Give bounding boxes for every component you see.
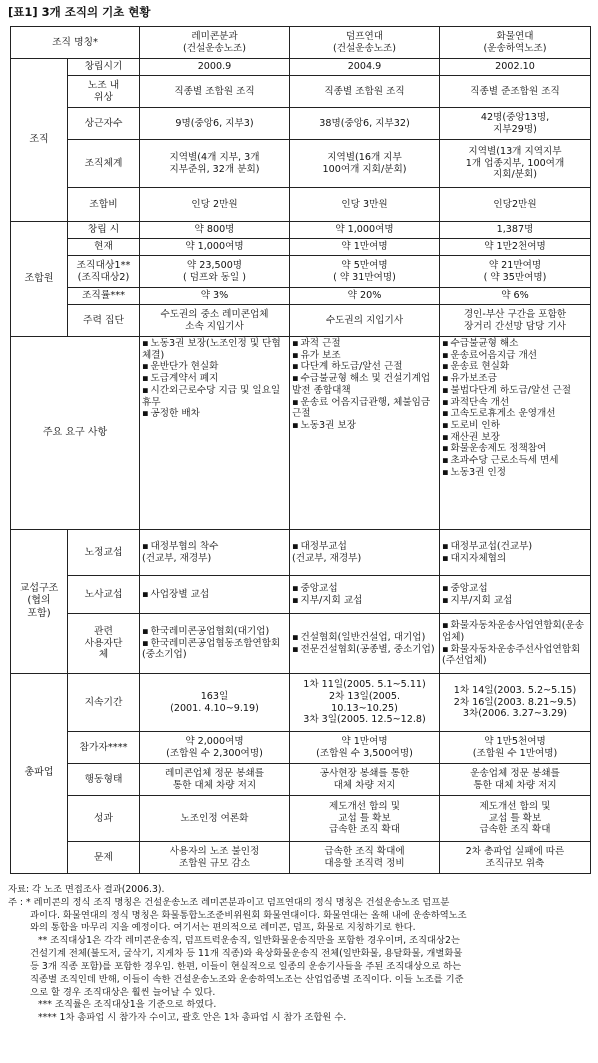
table-row [11, 108, 591, 140]
demands-row [11, 337, 591, 530]
row-label: 창립 시 [68, 222, 140, 239]
table-row [11, 59, 591, 76]
section-strike: 총파업 [11, 674, 68, 874]
table-cell: 지역별(13개 지역지부 1개 업종지부, 100여개 지회/분회) [440, 140, 591, 188]
table-cell: 약 20% [290, 288, 440, 305]
table-cell: 약 3% [140, 288, 290, 305]
table-cell: 약 1만여명 [290, 239, 440, 256]
table-row [11, 222, 591, 239]
header-remicon: 레미콘분과 (건설운송노조) [140, 27, 290, 59]
table-cell: 인당 3만원 [290, 188, 440, 222]
table-row [11, 614, 591, 674]
table-row [11, 576, 591, 614]
table-cell: 인당2만원 [440, 188, 591, 222]
row-label: 현재 [68, 239, 140, 256]
demands-remicon: ▪ 노동3권 보장(노조인정 및 단협체결) ▪ 운반단가 현실화 ▪ 도급계약서 폐지 ▪ 시간외근로수당 지급 및 일요일 휴무 ▪ 공정한 배차 [140, 337, 290, 530]
table-row [11, 188, 591, 222]
table-cell: 약 800명 [140, 222, 290, 239]
table-cell: 약 21만여명 ( 약 35만여명) [440, 256, 591, 288]
note-line: **** 1차 총파업 시 참가자 수이고, 괄호 안은 1차 총파업 시 참가 조합원 수. [38, 1012, 347, 1024]
table-caption: [표1] 3개 조직의 기초 현황 [8, 5, 151, 19]
row-label: 문제 [68, 842, 140, 874]
table-cell: 1차 11일(2005. 5.1~5.11) 2차 13일(2005. 10.13~10.25) 3차 3일(2005. 12.5~12.8) [290, 674, 440, 732]
row-label: 조직체계 [68, 140, 140, 188]
table-cell: ▪ 중앙교섭 ▪ 지부/지회 교섭 [290, 576, 440, 614]
table-row [11, 76, 591, 108]
table-row [11, 732, 591, 764]
row-label: 노조 내 위상 [68, 76, 140, 108]
section-org: 조직 [11, 59, 68, 222]
table-cell: 급속한 조직 확대에 대응할 조직력 정비 [290, 842, 440, 874]
table-cell: ▪ 대정부교섭 (건교부, 재경부) [290, 530, 440, 576]
header-label: 조직 명칭* [11, 27, 140, 59]
table-cell: 공사현장 봉쇄를 통한 대체 차량 저지 [290, 764, 440, 796]
table-row [11, 305, 591, 337]
row-label: 성과 [68, 796, 140, 842]
note-line: ** 조직대상1은 각각 레미콘운송직, 덤프트럭운송직, 일반화물운송직만을 포함한 경우이며, 조직대상2는 [38, 935, 460, 947]
row-label: 노정교섭 [68, 530, 140, 576]
table-cell: 1,387명 [440, 222, 591, 239]
table-row [11, 674, 591, 732]
table-row [11, 842, 591, 874]
table-cell: 직종별 준조합원 조직 [440, 76, 591, 108]
table-cell: 약 23,500명 ( 덤프와 동일 ) [140, 256, 290, 288]
table-cell: 약 5만여명 ( 약 31만여명) [290, 256, 440, 288]
table-cell: 레미콘업체 정문 봉쇄를 통한 대체 차량 저지 [140, 764, 290, 796]
table-cell: 42명(중앙13명, 지부29명) [440, 108, 591, 140]
table-cell: 지역별(16개 지부 100여개 지회/분회) [290, 140, 440, 188]
table-cell: 경인-부산 구간을 포함한 장거리 간선망 담당 기사 [440, 305, 591, 337]
table-cell: 사용자의 노조 불인정 조합원 규모 감소 [140, 842, 290, 874]
table-row [11, 256, 591, 288]
row-label: 창립시기 [68, 59, 140, 76]
table-cell: ▪ 사업장별 교섭 [140, 576, 290, 614]
table-cell: 제도개선 합의 및 교섭 틀 확보 급속한 조직 확대 [290, 796, 440, 842]
row-label: 노사교섭 [68, 576, 140, 614]
table-row [11, 764, 591, 796]
table-cell: ▪ 중앙교섭 ▪ 지부/지회 교섭 [440, 576, 591, 614]
source-note: 자료: 각 노조 면접조사 결과(2006.3). [8, 884, 165, 895]
row-label: 관련 사용자단 체 [68, 614, 140, 674]
row-label: 행동형태 [68, 764, 140, 796]
header-dump: 덤프연대 (건설운송노조) [290, 27, 440, 59]
header-cargo: 화물연대 (운송하역노조) [440, 27, 591, 59]
table-cell: ▪ 건설협회(일반건설업, 대기업) ▪ 전문건설협회(공종별, 중소기업) [290, 614, 440, 674]
table-cell: 2002.10 [440, 59, 591, 76]
table-row [11, 530, 591, 576]
table-cell: 2004.9 [290, 59, 440, 76]
table-cell: 2000.9 [140, 59, 290, 76]
row-label: 상근자수 [68, 108, 140, 140]
table-row [11, 140, 591, 188]
row-label: 조직률*** [68, 288, 140, 305]
table-row [11, 796, 591, 842]
row-label: 조합비 [68, 188, 140, 222]
note-line: 으로 할 경우 조직대상은 훨씬 늘어날 수 있다. [30, 986, 216, 998]
note-line: 건설기계 전체(불도저, 굴삭기, 지게차 등 11개 직종)와 육상화물운송직 전체(일반화물, 용달화물, 개별화물 [30, 948, 463, 960]
table-row [11, 239, 591, 256]
table-cell: 지역별(4개 지부, 3개 지부준위, 32개 분회) [140, 140, 290, 188]
table-cell: 9명(중앙6, 지부3) [140, 108, 290, 140]
note-line: 등 3개 직종 포함)를 포함한 경우임. 한편, 이들이 현실적으로 일종의 운송기사들을 주된 조직대상으로 하는 [30, 960, 462, 972]
table-cell: ▪ 대정부교섭(건교부) ▪ 대지자체협의 [440, 530, 591, 576]
table-cell: 163일 (2001. 4.10~9.19) [140, 674, 290, 732]
basic-status-table [10, 26, 591, 874]
table-cell: 약 1,000여명 [290, 222, 440, 239]
table-cell: 수도권의 중소 레미콘업체 소속 지입기사 [140, 305, 290, 337]
demands-dump: ▪ 과적 근절 ▪ 유가 보조 ▪ 다단계 하도급/알선 근절 ▪ 수급불균형 해소 및 건설기계업 발전 종합대책 ▪ 운송료 어음지급관행, 체불임금 근절 ▪ 노동3권 보장 [290, 337, 440, 530]
table-cell: ▪ 한국레미콘공업협회(대기업) ▪ 한국레미콘공업협동조합연합회(중소기업) [140, 614, 290, 674]
section-members: 조합원 [11, 222, 68, 337]
demands-cargo: ▪ 수급불균형 해소 ▪ 운송료어음지급 개선 ▪ 운송료 현실화 ▪ 유가보조금 ▪ 불법다단계 하도급/알선 근절 ▪ 과적단속 개선 ▪ 고속도로휴게소 운영개선 ▪ 도로비 인하 ▪ 재산권 보장 ▪ 화물운송제도 정책참여 ▪ 초과수당 근로소득세 면세 ▪ 노동3권 인정 [440, 337, 591, 530]
table-cell: 약 1,000여명 [140, 239, 290, 256]
table-cell: 직종별 조합원 조직 [290, 76, 440, 108]
table-cell: 약 2,000여명 (조합원 수 2,300여명) [140, 732, 290, 764]
table-cell: 약 6% [440, 288, 591, 305]
row-label: 참가자**** [68, 732, 140, 764]
table-cell: 약 1만여명 (조합원 수 3,500여명) [290, 732, 440, 764]
header-row [11, 27, 591, 59]
note-line: *** 조직률은 조직대상1을 기준으로 하였다. [38, 999, 217, 1011]
section-bargaining: 교섭구조 (협의 포함) [11, 530, 68, 674]
row-label: 주력 집단 [68, 305, 140, 337]
table-notes [8, 884, 590, 1025]
table-cell: 수도권의 지입기사 [290, 305, 440, 337]
demands-label: 주요 요구 사항 [11, 337, 140, 530]
row-label: 조직대상1** (조직대상2) [68, 256, 140, 288]
table-cell: 약 1만2천여명 [440, 239, 591, 256]
table-cell: ▪ 대정부협의 착수 (건교부, 재경부) [140, 530, 290, 576]
table-row [11, 288, 591, 305]
table-cell: 2차 총파업 실패에 따른 조직규모 위축 [440, 842, 591, 874]
row-label: 지속기간 [68, 674, 140, 732]
table-cell: 1차 14일(2003. 5.2~5.15) 2차 16일(2003. 8.21~9.5) 3차(2006. 3.27~3.29) [440, 674, 591, 732]
note-line: 와의 통합을 마무리 지을 예정이다. 여기서는 편의적으로 레미콘, 덤프, 화물로 지칭하기로 한다. [30, 922, 416, 934]
table-cell: 직종별 조합원 조직 [140, 76, 290, 108]
table-cell: 약 1만5천여명 (조합원 수 1만여명) [440, 732, 591, 764]
note-line: 직종별 조직인데 반해, 이들이 속한 건설운송노조와 운송하역노조는 산업업종별 조직이다. 이들 노조를 기준 [30, 973, 464, 985]
table-cell: 38명(중앙6, 지부32) [290, 108, 440, 140]
table-cell: 인당 2만원 [140, 188, 290, 222]
note-line: 과이다. 화물연대의 정식 명칭은 화물통합노조준비위원회 화물연대이다. 화물연대는 올해 내에 운송하역노조 [30, 909, 467, 921]
note-line: 주 : * 레미콘의 정식 조직 명칭은 건설운송노조 레미콘분과이고 덤프연대의 정식 명칭은 건설운송노조 덤프분 [8, 896, 450, 908]
table-cell: 노조인정 여론화 [140, 796, 290, 842]
table-cell: ▪ 화물자동차운송사업연합회(운송업체) ▪ 화물자동차운송주선사업연합회(주선업체) [440, 614, 591, 674]
table-cell: 운송업체 정문 봉쇄를 통한 대체 차량 저지 [440, 764, 591, 796]
table-cell: 제도개선 합의 및 교섭 틀 확보 급속한 조직 확대 [440, 796, 591, 842]
